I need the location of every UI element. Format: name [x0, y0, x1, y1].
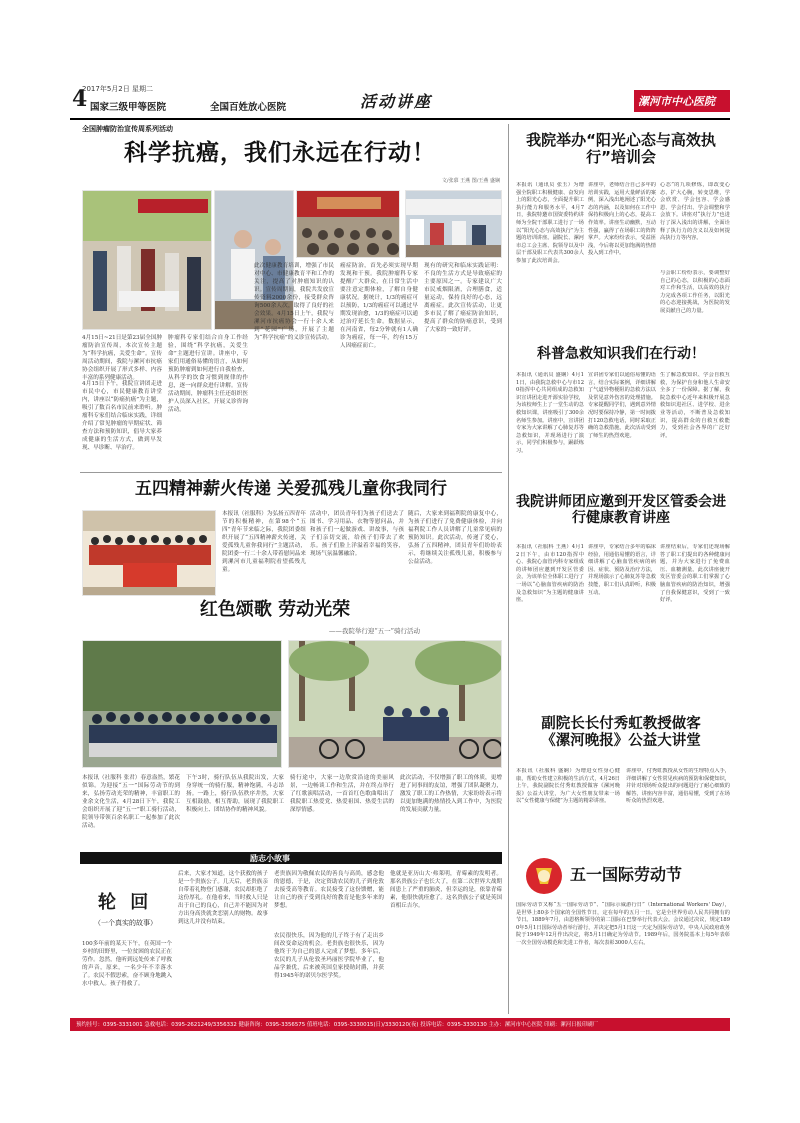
article4-col2: 活动中，团员青年们为孩子们送去了图书、学习用品、衣物等慰问品，并和孩子们一起做游戏、讲故事，与孩子们亲切交流，给孩子们带去了欢乐。孩子们脸上洋溢着幸福的笑容，现场气氛温馨融洽。: [310, 511, 404, 557]
footer-bar: [70, 1018, 730, 1031]
article6-col2: 讲座中，专家结合多年的临床经验，用通俗易懂的语言，详细讲解了心脑血管疾病的病因、症状、预防及治疗方法，并现场演示了心肺复苏等急救技能，职工们认真聆听，积极互动。: [588, 544, 656, 596]
article3-col3: 生了解急救知识、学会自救互救，为保护自身和他人生命安全多了一份保障。据了解，我院急救中心近年来积极开展急救知识进社区、进学校、进企业等活动，不断普及急救知识，提高群众的自救互救能力，受到社会各界的广泛好评。: [660, 372, 730, 439]
article1-kicker: 全国肿瘤防治宣传周系列活动: [82, 125, 173, 133]
section-title: 活动讲座: [360, 92, 433, 111]
article5-col1: 本报讯（社服科 张君）春意盎然，繁花似锦。为迎接“五一”国际劳动节的到来，弘扬劳动光荣的精神，丰富职工的业余文化生活，4月28日下午，我院工会组织开展了迎“五一”职工骑行活动，院领导带领百余名职工一起参加了此次活动。: [82, 775, 180, 829]
photo-outdoor-clinic: [405, 190, 502, 258]
article3-title: 科普急救知识我们在行动！: [537, 346, 705, 362]
footer-contacts: 预约挂号：0395-3331001 急救电话：0395-2621249/3356332 健康咨询：0395-3356575 值班电话：0395-3330015(日)/3330120(夜) 投诉电话：0395-3330130 主办：漯河市中心医院 印刷：漯河日报印刷厂: [76, 1022, 599, 1028]
article1-col4: 癌症防治，首先必须实现早期发现和干预。我院肿瘤科专家提醒广大群众，在日常生活中要注意定期体检，了解自身健康状况。据统计，1/3的癌症可以预防，1/3的癌症可以通过早期发现治愈，1/3的癌症可以通过治疗延长生命。数据显示，在河南省，每2分钟就有1人确诊为癌症，每一年，约有15万人因癌症而亡。: [340, 263, 418, 349]
article6-title: 我院讲师团应邀到开发区管委会进行健康教育讲座: [516, 494, 726, 527]
cancer-banner-illustration: [83, 191, 212, 330]
photo-cycling-group: [82, 640, 282, 768]
paper-logo-box: [634, 90, 730, 112]
article3-col1: 本报讯（通讯员 盛娴）4月11日，由我院急救中心与市120指挥中心共同组成的急救知识宣讲团走进开源实验学校，为该校师生上了一堂生动的急救知识课，讲座吸引了300余名师生参加。讲座中，宣讲团专家为大家讲解了心肺复苏等急救知识，并现场进行了演示，同学们积极参与，踊跃练习。: [516, 372, 584, 454]
mayday-badge-icon: [522, 856, 566, 896]
photo-lecture-hall: [296, 190, 400, 258]
story-column-header: 励志小故事: [250, 854, 290, 863]
article5-title: 红色颂歌 劳动光荣: [199, 599, 351, 620]
mayday-badge: [522, 856, 566, 896]
page-number: 4: [72, 86, 88, 112]
header-rule: [70, 118, 730, 120]
cyclists-park-illustration: [289, 641, 502, 768]
photo-cancer-banner: [82, 190, 212, 330]
story-col4: 农民很快乐，因为他的儿子终于有了走出乡间改变命运的机会。老贵族也很快乐，因为他终于为自己的恩人完成了梦想。多年后，农民的儿子从伦敦圣玛丽医学院毕业了，他品学兼优，后来被英国皇家授勋封爵，并获得1945年的诺贝尔医学奖。: [274, 933, 384, 979]
article1-col2: 肿瘤科专家们结合自身工作经验，围绕“科学抗癌，关爱生命”主题进行宣讲。讲座中，专家们用通俗易懂的语言，从如何预防肿瘤到如何进行自我检查，从科学的饮食习惯到规律的作息，逐一向群众进行讲解。宣传活动期间，肿瘤科主任还组织医护人员深入社区，开展义诊咨询活动。: [168, 335, 248, 413]
article2-col1: 本报讯（通讯员 张玉）为增强全院职工积极健康、奋发向上的阳光心态，全面提升职工执行能力和服务水平，4月7日，我院特邀市国资委特约讲师为全院干部职工进行了一场以“阳光心态与高效执行”为主题的培训讲座。副院长、漯河市总工会主席、院领导以及中层干部及职工代表共300余人参加了此次培训会。: [516, 182, 584, 264]
article1-col3: 此次健康教育培训，增强了市民对中心、市健康教育平和工作的关注，提高了对肿瘤知识的认识。宣传周期间，我院共发放宣传资料2000余份，接受群众咨询500余人次，取得了良好的社会效果。4月15日上午，我院与漯河市抗癌协会一行十余人来到“花园”广场，开展了主题为“科学抗癌”的义诊宣传活动。: [254, 263, 334, 341]
story-col1: 100多年前的某天下午，在英国一个乡村的田野里，一位贫困的农民正在劳作。忽然，他听到远处传来了呼救的声音，原来，一名少年不幸落水了。农民不假思索，奋不顾身地跳入水中救人。孩子得救了。: [82, 941, 172, 987]
group-photo-illustration: [83, 511, 216, 596]
article5-col2: 下午3时，骑行队伍从我院出发，大家身穿统一的骑行服，精神饱满，斗志昂扬。一路上，骑行队伍秩序井然，大家互相鼓励，相互帮助，展现了我院职工积极向上、团结协作的精神风貌。: [186, 775, 284, 813]
story-subtitle: （一个真实的故事）: [94, 919, 157, 927]
article4-col1: 本报讯（社服科）为弘扬五四青年节的积极精神，在第98个“五四”青年节来临之际，我院团委组织开展了“五四精神薪火传递，关爱孤残儿童你我同行”主题活动，院团委一行二十余人带着慰问品来到漯河市儿童福利院看望孤残儿童。: [222, 511, 306, 573]
hospital-slogan-2: 全国百姓放心医院: [210, 102, 287, 113]
masthead: [70, 82, 730, 116]
article7-title: 副院长长付秀虹教授做客《漯河晚报》公益大讲堂: [541, 716, 701, 749]
lecture-hall-illustration: [297, 191, 400, 258]
article1-col5: 现有的研究和临床实践证明：不良的生活方式是导致癌症的主要原因之一。专家建议广大市民戒烟限酒，合理膳食，适量运动，保持良好的心态，远离癌症。此次宣传活动，让更多市民了解了癌症防治知识，提高了群众的防癌意识，受到了大家的一致好评。: [424, 263, 502, 333]
outdoor-clinic-illustration: [406, 191, 502, 258]
cycling-group-illustration: [83, 641, 282, 768]
issue-date: 2017年5月2日 星期二: [82, 85, 153, 93]
article5-subtitle: ——我院举行迎“五一”骑行活动: [328, 627, 420, 635]
photo-childrens-home-group: [82, 510, 216, 596]
article4-title: 五四精神薪火传递 关爱孤残儿童你我同行: [135, 479, 447, 499]
article1-title: 科学抗癌，我们永远在行动！: [124, 140, 436, 166]
article4-top-rule: [80, 472, 502, 473]
article5-col3: 骑行途中，大家一边欣赏沿途的美丽风景，一边畅谈工作和生活，并在终点举行了红歌演唱活动，一首首红色歌曲唱出了我院职工热爱党、热爱祖国、热爱生活的深厚情感。: [290, 775, 394, 813]
article3-col2: 宣讲团专家们以通俗易懂的语言，结合实际案例，详细讲解了气道异物梗阻的急救方法以及常见意外伤害的处理措施。专家提醒同学们，遇到意外情况时要保持冷静，第一时间拨打120急救电话，同时采取正确的急救措施。此次活动受到了师生的热烈欢迎。: [588, 372, 656, 439]
article7-col1: 本报讯（社服科 盛娴）为增进女性身心健康，帮助女性建立积极的生活方式，4月26日上午，我院副院长付秀虹教授做客《漯河晚报》公益大讲堂，为广大女性朋友带来一场以“女性健康与保健”为主题的精彩讲座。: [516, 768, 620, 805]
article2-col2: 讲座中，老师结合自己多年的培训实践，运用大量鲜活的案例，深入浅出地阐述了阳光心态的内涵，以及如何在工作中保持积极向上的心态，提高工作效率。讲座生动幽默，互动性强，赢得了在场职工的阵阵掌声。大家纷纷表示，受益匪浅，今后将以更加饱满的热情投入到工作中。: [588, 182, 656, 257]
article6-col3: 讲座结束后，专家们还现场解答了职工们提出的各种健康问题，并为大家进行了免费血压、血糖测量。此次讲座使开发区管委会的职工们掌握了心脑血管疾病的防治知识，增强了自我保健意识，受到了一致好评。: [660, 544, 730, 604]
paper-logo-text: 漯河市中心医院: [638, 95, 715, 108]
article1-byline: 文/张慕 王燕 图/王燕 盛娴: [441, 178, 500, 184]
article2-col4: 与会职工纷纷表示，要调整好自己的心态，以积极的心态面对工作和生活，以高效的执行力完成各项工作任务，以阳光的心态迎接挑战，为医院的发展贡献自己的力量。: [660, 270, 730, 314]
photo-cyclists-park: [288, 640, 502, 768]
story-title: 轮 回: [98, 892, 153, 913]
story-col5: 他就是亚历山大·弗莱明，青霉素的发明者。那名贵族公子也长大了，在第二次世界大战期间患上了严重的肺炎，但幸运的是，依靠青霉素，他很快就痊愈了。这名贵族公子就是英国首相丘吉尔。: [390, 871, 502, 909]
article8-body: 国际劳动节又称“五一国际劳动节”、“国际示威游行日”（International Workers' Day），是世界上80多个国家的全国性节日，定在每年的五月一日。它是全世界劳动人民共同拥有的节日。1889年7月，由恩格斯领导的第二国际在巴黎举行代表大会。会议通过决议，规定1890年5月1日国际劳动者举行游行，并决定把5月1日这一天定为国际劳动节。中央人民政府政务院于1949年12月作出决定，将5月1日确定为劳动节。1989年后，国务院基本上每5年表彰一次全国劳动模范和先进工作者，每次表彰3000人左右。: [516, 902, 730, 946]
article2-col3: 心态”的九项修炼，即改变心态，扩大心胸，转变思维，学会欣赏、学会包容、学会感恩、学会付出、学会调整和学会放下。讲座对“执行力”也进行了深入浅出的讲解，全面诠释了执行力的含义以及如何提高执行力等内容。: [660, 182, 730, 242]
article2-title: 我院举办“阳光心态与高效执行”培训会: [526, 131, 716, 167]
story-col3: 老贵族因为敬佩农民的善良与高尚，感念他的恩德，于是，决定资助农民的儿子到伦敦去接受高等教育。农民接受了这份馈赠，能让自己的孩子受到良好的教育是他多年来的梦想。: [274, 871, 384, 909]
article1-caption: 4月15日~21日是第23届全国肿瘤防治宣传周，本次宣传主题为“科学抗癌，关爱生命”。宣传周活动期间，我院与漯河市抗癌协会组织开展了形式多样、内容丰富的系列健康活动。: [82, 335, 162, 381]
story-col2: 后来，大家才知道，这个获救的孩子是一个贵族公子。几天后，老贵族亲自带着礼物登门感谢，农民却拒绝了这份厚礼。在他看来，当时救人只是出于自己的良心，自己并不能因为对方出身高贵就贪恋别人的财物。故事到这儿并没有结束。: [178, 871, 268, 925]
story-header-bar: [80, 852, 502, 864]
article5-col4: 此次活动，不仅增强了职工的体质，更增进了同事间的友谊，增强了团队凝聚力，激发了职工的工作热情，大家纷纷表示将以更加饱满的热情投入到工作中，为医院的发展贡献力量。: [400, 775, 502, 813]
article4-col3: 随后，大家来到福利院的康复中心，为孩子们进行了免费健康体检，并向福利院工作人员讲解了儿童常见病的预防知识。此次活动，传递了爱心，弘扬了五四精神，团员青年们纷纷表示，将继续关注孤残儿童，积极参与公益活动。: [408, 511, 502, 565]
article8-title: 五一国际劳动节: [570, 865, 683, 884]
hospital-slogan-1: 国家三级甲等医院: [90, 102, 167, 113]
article6-col1: 本报讯（社服科 王燕）4月12日下午，由市120指挥中心、我院心血管内科专家组成的讲师团应邀到开发区管委会，为该单位全体职工进行了一场以“心脑血管疾病的防治及急救知识”为主题的健康讲座。: [516, 544, 584, 604]
column-divider: [508, 124, 509, 1014]
article7-col2: 讲座中，付秀虹教授从女性的生理特点入手，详细讲解了女性常见疾病的预防和保健知识，并针对现场听众提出的问题进行了耐心细致的解答，讲座内容丰富，通俗易懂，受到了在场听众的热烈欢迎。: [626, 768, 730, 805]
article1-col1: 4月15日下午，我院宣讲团走进市民中心，市民健康教育讲堂内，讲座以“防癌抗癌”为主题，吸引了数百名市民前来聆听。肿瘤科专家们结合临床实践，详细介绍了常见肿瘤的早期症状、筛查方法和预防知识，倡导大家养成健康的生活方式，做到早发现、早诊断、早治疗。: [82, 381, 162, 451]
